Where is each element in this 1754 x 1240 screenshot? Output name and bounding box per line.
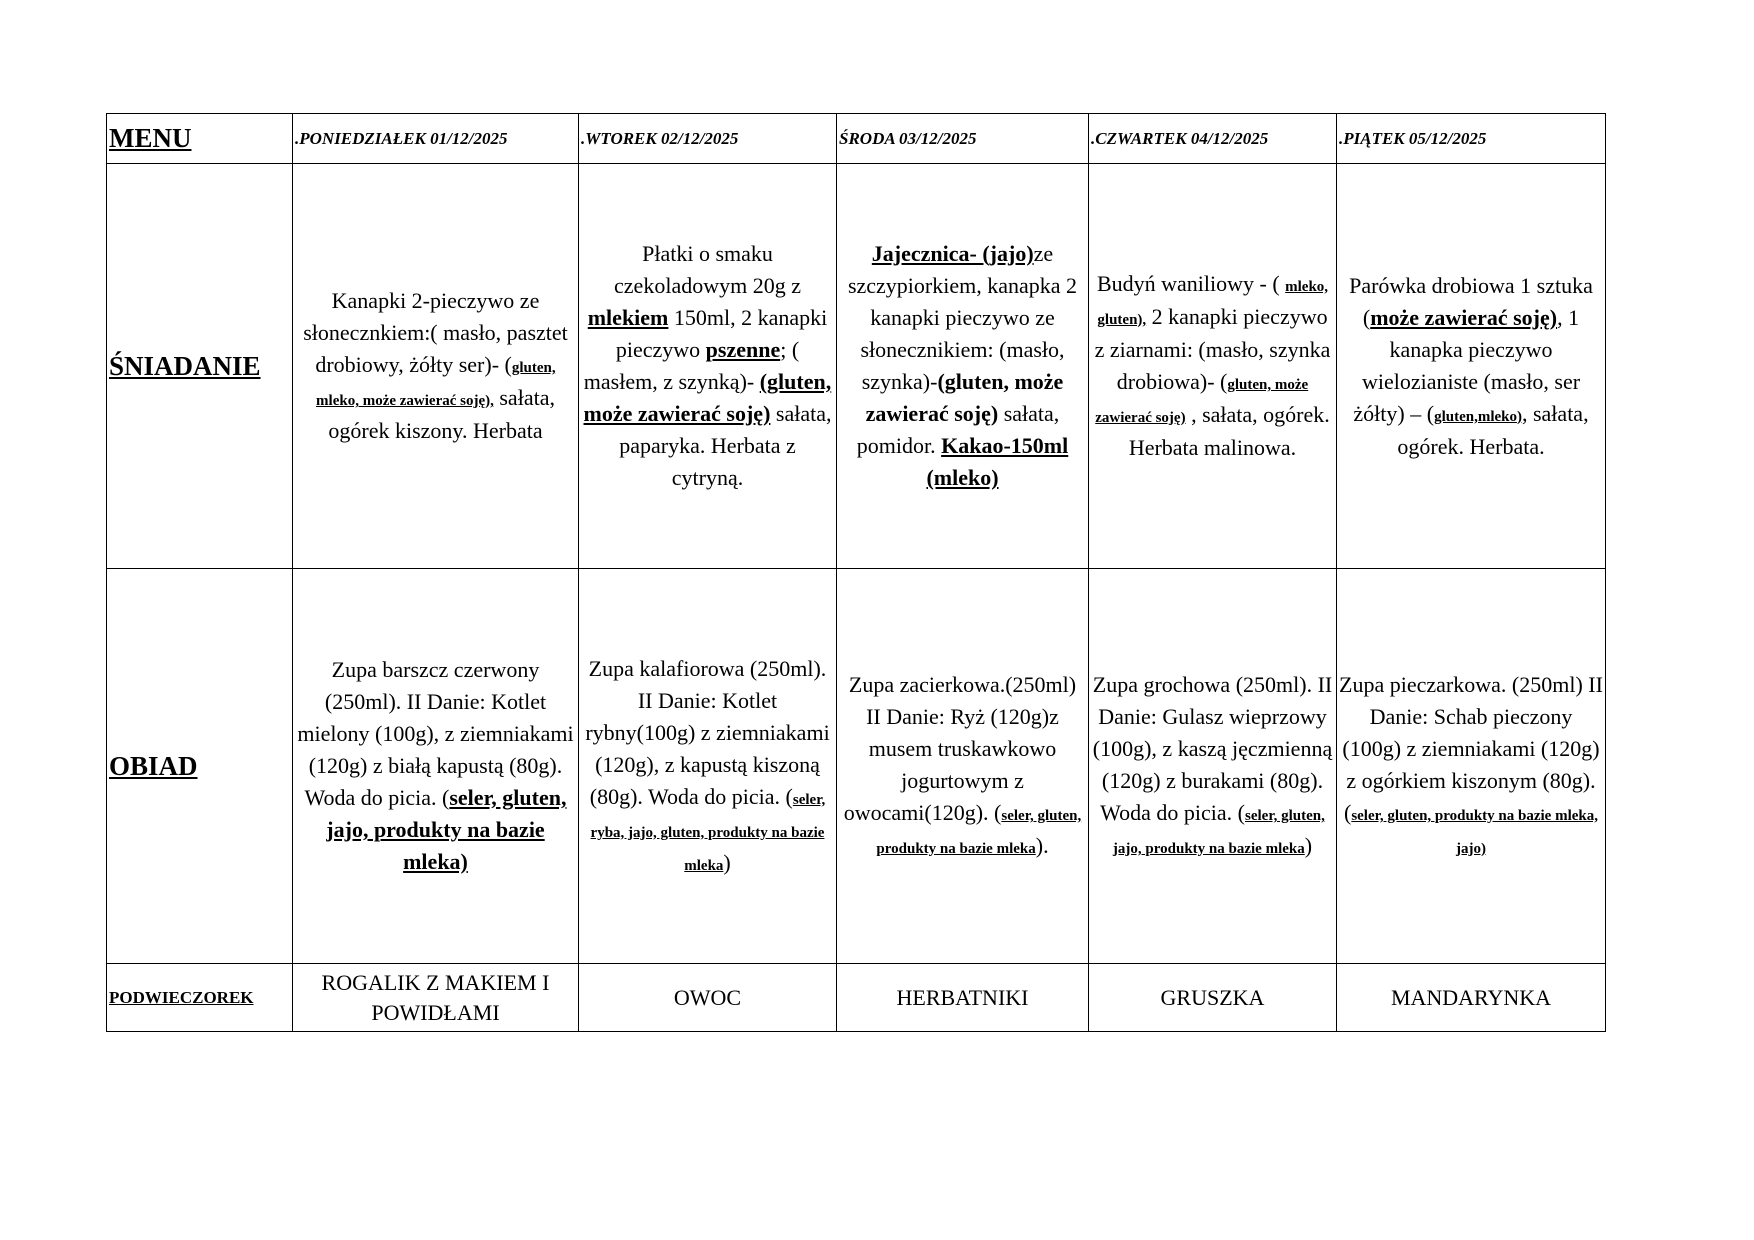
lunch-label: OBIAD — [107, 569, 293, 964]
lunch-thursday: Zupa grochowa (250ml). II Danie: Gulasz wieprzowy (100g), z kaszą jęczmienną (120g) z burakami (80g). Woda do picia. (seler, gluten, jajo, produkty na bazie mleka) — [1089, 569, 1337, 964]
allergen-note: pszenne — [705, 337, 781, 362]
allergen-note: gluten, może zawierać soję) — [1095, 377, 1309, 426]
menu-table — [106, 113, 1606, 1032]
day-header-friday: .PIĄTEK 05/12/2025 — [1337, 114, 1606, 164]
snack-row — [107, 964, 1606, 1032]
snack-wednesday: HERBATNIKI — [837, 964, 1089, 1032]
day-header-wednesday: ŚRODA 03/12/2025 — [837, 114, 1089, 164]
allergen-note: Jajecznica- (jajo) — [871, 241, 1034, 266]
breakfast-friday: Parówka drobiowa 1 sztuka (może zawierać soję), 1 kanapka pieczywo wielozianiste (masło, ser żółty) – (gluten,mleko), sałata, ogórek. Herbata. — [1337, 164, 1606, 569]
allergen-note: (gluten, może zawierać soję) — [865, 369, 1064, 426]
lunch-tuesday: Zupa kalafiorowa (250ml). II Danie: Kotlet rybny(100g) z ziemniakami (120g), z kapustą kiszoną (80g). Woda do picia. (seler, ryba, jajo, gluten, produkty na bazie mleka) — [579, 569, 837, 964]
menu-title: MENU — [107, 114, 293, 164]
allergen-note: mlekiem — [587, 305, 669, 330]
snack-friday: MANDARYNKA — [1337, 964, 1606, 1032]
allergen-note: może zawierać soję) — [1370, 304, 1558, 330]
breakfast-wednesday: Jajecznica- (jajo)ze szczypiorkiem, kanapka 2 kanapki pieczywo ze słonecznikiem: (masło, szynka)-(gluten, może zawierać soję) sałata, pomidor. Kakao-150ml (mleko) — [837, 164, 1089, 569]
day-header-monday: .PONIEDZIAŁEK 01/12/2025 — [293, 114, 579, 164]
snack-tuesday: OWOC — [579, 964, 837, 1032]
snack-monday: ROGALIK Z MAKIEM I POWIDŁAMI — [293, 964, 579, 1032]
allergen-note: seler, gluten, produkty na bazie mleka, jajo) — [1351, 808, 1598, 857]
allergen-note: seler, gluten, jajo, produkty na bazie mleka — [1112, 808, 1325, 857]
breakfast-row — [107, 164, 1606, 569]
day-header-thursday: .CZWARTEK 04/12/2025 — [1089, 114, 1337, 164]
lunch-wednesday: Zupa zacierkowa.(250ml) II Danie: Ryż (120g)z musem truskawkowo jogurtowym z owocami(120g). (seler, gluten, produkty na bazie mleka). — [837, 569, 1089, 964]
breakfast-label: ŚNIADANIE — [107, 164, 293, 569]
allergen-note: gluten,mleko) — [1434, 408, 1522, 425]
allergen-note: seler, gluten, jajo, produkty na bazie mleka) — [326, 785, 567, 874]
breakfast-monday: Kanapki 2-pieczywo ze słonecznkiem:( masło, pasztet drobiowy, żółty ser)- (gluten, mleko, może zawierać soję), sałata, ogórek kiszony. Herbata — [293, 164, 579, 569]
header-row — [107, 114, 1606, 164]
lunch-friday: Zupa pieczarkowa. (250ml) II Danie: Schab pieczony (100g) z ziemniakami (120g) z ogórkiem kiszonym (80g). (seler, gluten, produkty na bazie mleka, jajo) — [1337, 569, 1606, 964]
allergen-note: seler, ryba, jajo, gluten, produkty na bazie mleka — [590, 791, 826, 874]
snack-thursday: GRUSZKA — [1089, 964, 1337, 1032]
lunch-row — [107, 569, 1606, 964]
allergen-note: Kakao-150ml (mleko) — [926, 433, 1069, 490]
allergen-note: gluten, mleko, może zawierać soję), — [316, 360, 556, 409]
allergen-note: (gluten, może zawierać soję) — [583, 369, 832, 426]
lunch-monday: Zupa barszcz czerwony (250ml). II Danie: Kotlet mielony (100g), z ziemniakami (120g) z białą kapustą (80g). Woda do picia. (seler, gluten, jajo, produkty na bazie mleka) — [293, 569, 579, 964]
snack-label: PODWIECZOREK — [107, 964, 293, 1032]
breakfast-tuesday: Płatki o smaku czekoladowym 20g z mlekiem 150ml, 2 kanapki pieczywo pszenne; ( masłem, z szynką)- (gluten, może zawierać soję) sałata, paparyka. Herbata z cytryną. — [579, 164, 837, 569]
breakfast-thursday: Budyń waniliowy - ( mleko, gluten), 2 kanapki pieczywo z ziarnami: (masło, szynka drobiowa)- (gluten, może zawierać soję) , sałata, ogórek. Herbata malinowa. — [1089, 164, 1337, 569]
allergen-note: seler, gluten, produkty na bazie mleka — [876, 808, 1082, 857]
day-header-tuesday: .WTOREK 02/12/2025 — [579, 114, 837, 164]
allergen-note: mleko, gluten), — [1097, 279, 1329, 328]
